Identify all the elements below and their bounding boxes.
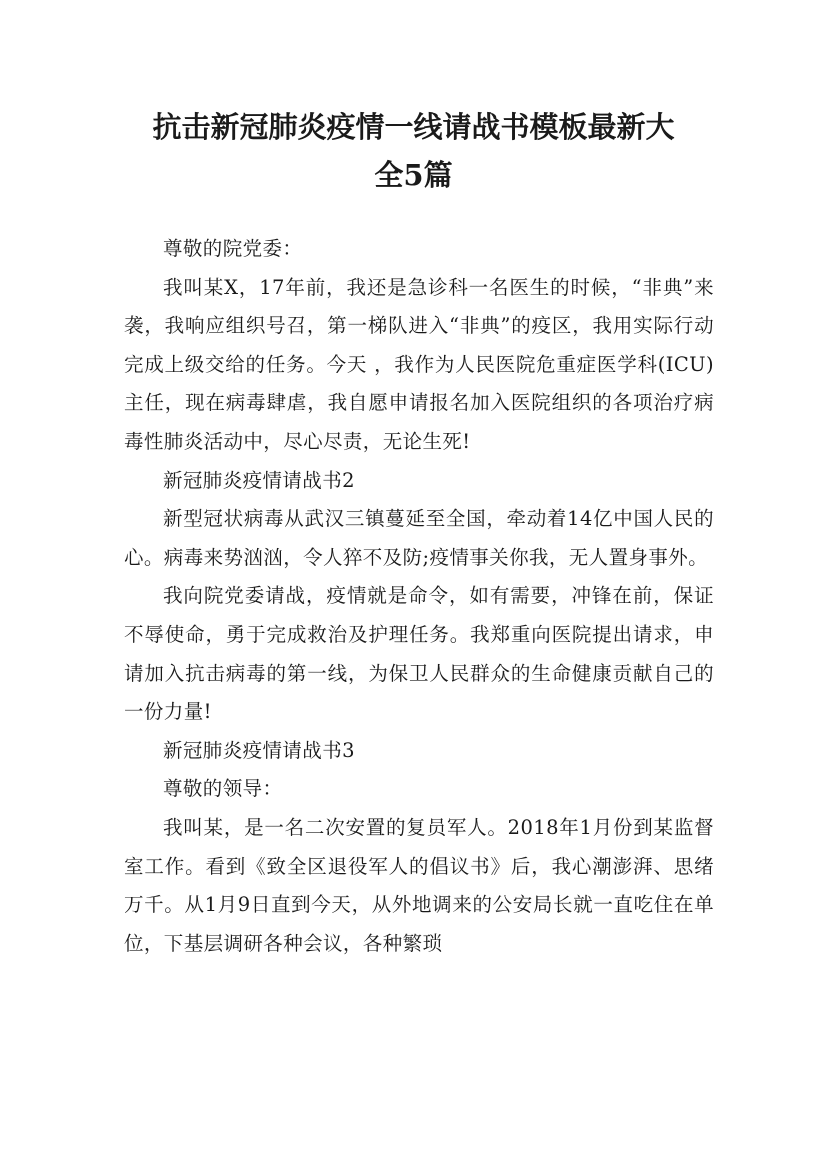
body-paragraph: 我叫某X，17年前，我还是急诊科一名医生的时候，“非典”来袭，我响应组织号召，第一梯队进入“非典”的疫区，我用实际行动完成上级交给的任务。今天 ，我作为人民医院危重症医学科(ICU)主任，现在病毒肆虐，我自愿申请报名加入医院组织的各项治疗病毒性肺炎活动中，尽心尽责，无论生死! bbox=[124, 275, 714, 453]
section-heading: 新冠肺炎疫情请战书3 bbox=[163, 738, 355, 762]
salutation: 尊敬的院党委： bbox=[163, 237, 303, 260]
body-paragraph: 新型冠状病毒从武汉三镇蔓延至全国，牵动着14亿中国人民的心。病毒来势汹汹，令人猝不及防;疫情事关你我，无人置身事外。 bbox=[124, 507, 714, 569]
document-title bbox=[100, 103, 727, 199]
title-line-1: 抗击新冠肺炎疫情一线请战书模板最新大 bbox=[152, 110, 675, 144]
title-line-2: 全5篇 bbox=[374, 158, 453, 192]
section-heading: 新冠肺炎疫情请战书2 bbox=[163, 468, 355, 492]
document-body bbox=[124, 230, 714, 963]
body-paragraph: 我叫某，是一名二次安置的复员军人。2018年1月份到某监督室工作。看到《致全区退役军人的倡议书》后，我心潮澎湃、思绪万千。从1月9日直到今天，从外地调来的公安局长就一直吃住在单位，下基层调研各种会议，各种繁琐 bbox=[124, 815, 714, 955]
body-paragraph: 我向院党委请战，疫情就是命令，如有需要，冲锋在前，保证不辱使命，勇于完成救治及护理任务。我郑重向医院提出请求，申请加入抗击病毒的第一线，为保卫人民群众的生命健康贡献自己的一份力量! bbox=[124, 584, 714, 724]
salutation: 尊敬的领导： bbox=[163, 777, 283, 801]
